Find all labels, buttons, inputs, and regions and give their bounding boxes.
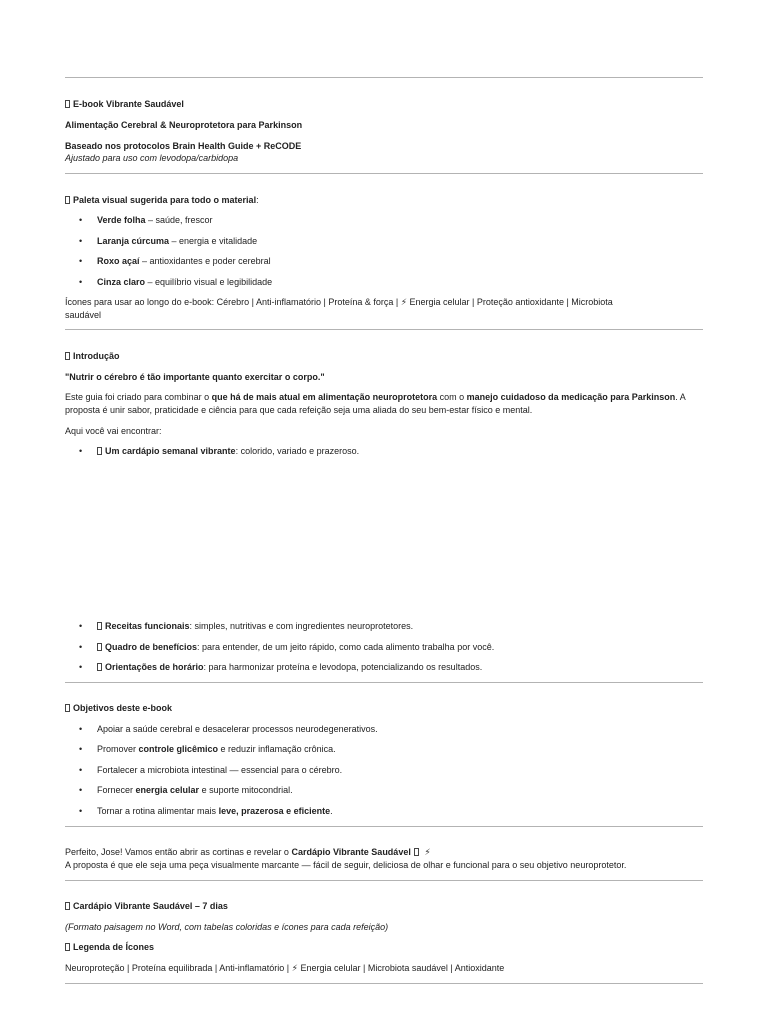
missing-glyph-icon [65, 943, 70, 951]
missing-glyph-icon [65, 100, 70, 108]
menu-heading: Cardápio Vibrante Saudável – 7 dias [65, 900, 705, 912]
transition-line-2: A proposta é que ele seja uma peça visualmente marcante — fácil de seguir, deliciosa de olhar e funcional para o seu objetivo neuroprotetor. [65, 860, 627, 870]
intro-paragraph-cont: proposta é unir sabor, praticidade e ciência para que cada refeição seja uma aliada do seu bem-estar físico e mental. [65, 405, 533, 415]
icons-usage-line: Ícones para usar ao longo do e-book: Cérebro | Anti-inflamatório | Proteína & força | ⚡ Energia celular | Proteção antioxidante | Microbiota [65, 297, 613, 307]
intro-quote: "Nutrir o cérebro é tão importante quanto exercitar o corpo." [65, 372, 325, 382]
missing-glyph-icon [65, 902, 70, 910]
menu-format-note: (Formato paisagem no Word, com tabelas coloridas e ícones para cada refeição) [65, 922, 389, 932]
divider [65, 329, 703, 330]
missing-glyph-icon [65, 352, 70, 360]
list-item: Laranja cúrcuma – energia e vitalidade [97, 236, 258, 246]
protocol-basis: Baseado nos protocolos Brain Health Guide + ReCODE [65, 141, 302, 151]
ebook-subtitle: Alimentação Cerebral & Neuroprotetora para Parkinson [65, 120, 303, 130]
missing-glyph-icon [97, 447, 102, 455]
list-item: Cinza claro – equilíbrio visual e legibilidade [97, 277, 273, 287]
icons-usage-line-cont: saudável [65, 310, 102, 320]
list-item: Apoiar a saúde cerebral e desacelerar processos neurodegenerativos. [97, 724, 378, 734]
list-item: Quadro de benefícios: para entender, de um jeito rápido, como cada alimento trabalha por você. [97, 641, 494, 653]
divider [65, 682, 703, 683]
ebook-title: E-book Vibrante Saudável [65, 98, 705, 110]
list-item: Promover controle glicêmico e reduzir inflamação crônica. [97, 744, 336, 754]
missing-glyph-icon [414, 848, 419, 856]
find-label: Aqui você vai encontrar: [65, 426, 162, 436]
intro-paragraph: Este guia foi criado para combinar o que há de mais atual em alimentação neuroprotetora com o manejo cuidadoso da medicação para Parkinson. A [65, 392, 686, 402]
list-item: Fornecer energia celular e suporte mitocondrial. [97, 785, 293, 795]
legend-line: Neuroproteção | Proteína equilibrada | Anti-inflamatório | ⚡ Energia celular | Microbiota saudável | Antioxidante [65, 963, 505, 973]
adjusted-note: Ajustado para uso com levodopa/carbidopa [65, 153, 239, 163]
missing-glyph-icon [97, 663, 102, 671]
list-item: Receitas funcionais: simples, nutritivas e com ingredientes neuroprotetores. [97, 620, 413, 632]
divider [65, 826, 703, 827]
objectives-heading: Objetivos deste e-book [65, 702, 705, 714]
list-item: Verde folha – saúde, frescor [97, 215, 213, 225]
missing-glyph-icon [97, 622, 102, 630]
divider [65, 983, 703, 984]
list-item: Tornar a rotina alimentar mais leve, prazerosa e eficiente. [97, 806, 333, 816]
divider [65, 77, 703, 78]
divider [65, 173, 703, 174]
palette-heading: Paleta visual sugerida para todo o material: [65, 194, 705, 206]
intro-heading: Introdução [65, 350, 705, 362]
list-item: Roxo açaí – antioxidantes e poder cerebral [97, 256, 271, 266]
document-page: E-book Vibrante Saudável Alimentação Cerebral & Neuroprotetora para Parkinson Baseado nos protocolos Brain Health Guide + ReCODE Ajustado para uso com levodopa/carbidopa Paleta visual sugerida para todo o material: • Verde folha – saúde, frescor • Laranja cúrcuma – energia e vitalidade • Roxo açaí – antioxidantes e poder cerebral • Cinza claro – equilíbrio visual e legibilidade Ícones para usar ao longo do e-book: Cérebro | Anti-inflamatório | Proteína & força | ⚡ Energia celular | Proteção antioxidante | Microbiota saudável Introdução "Nutrir o cérebro é tão importante quanto exercitar o corpo." Este guia foi criado para combinar o que há de mais atual em alimentação neuroprotetora com o manejo cuidadoso da medicação para Parkinson. A proposta é unir sabor, praticidade e ciência para que cada refeição seja uma aliada do seu bem-estar físico e mental. Aqui você vai encontrar: • Um cardápio semanal vibrante: colorido, variado e prazeroso. • Receitas funcionais: simples, nutritivas e com ingredientes neuroprotetores. • Quadro de benefícios: para entender, de um jeito rápido, como cada alimento trabalha por você. • Orientações de horário: para harmonizar proteína e levodopa, potencializando os resultados. Objetivos deste e-book • Apoiar a saúde cerebral e desacelerar processos neurodegenerativos. • Promover controle glicêmico e reduzir inflamação crônica. • Fortalecer a microbiota intestinal — essencial para o cérebro. • Fornecer energia celular e suporte mitocondrial. • Tornar a rotina alimentar mais leve, prazerosa e eficiente. Perfeito, Jose! Vamos então abrir as cortinas e revelar o Cardápio Vibrante Saudável ⚡ A proposta é que ele seja uma peça visualmente marcante — fácil de seguir, deliciosa de olhar e funcional para o seu objetivo neuroprotetor. Cardápio Vibrante Saudável – 7 dias (Formato paisagem no Word, com tabelas coloridas e ícones para cada refeição) Legenda de Ícones Neuroproteção | Proteína equilibrada | Anti-inflamatório | ⚡ Energia celular | Microbiota saudável | Antioxidante [0, 0, 768, 1024]
list-item: Orientações de horário: para harmonizar proteína e levodopa, potencializando os resultados. [97, 661, 482, 673]
divider [65, 880, 703, 881]
missing-glyph-icon [65, 704, 70, 712]
missing-glyph-icon [97, 643, 102, 651]
transition-line: Perfeito, Jose! Vamos então abrir as cortinas e revelar o Cardápio Vibrante Saudável ⚡ [65, 847, 431, 857]
legend-heading: Legenda de Ícones [65, 941, 705, 953]
list-item: Fortalecer a microbiota intestinal — essencial para o cérebro. [97, 765, 343, 775]
list-item: Um cardápio semanal vibrante: colorido, variado e prazeroso. [97, 445, 359, 457]
missing-glyph-icon [65, 196, 70, 204]
